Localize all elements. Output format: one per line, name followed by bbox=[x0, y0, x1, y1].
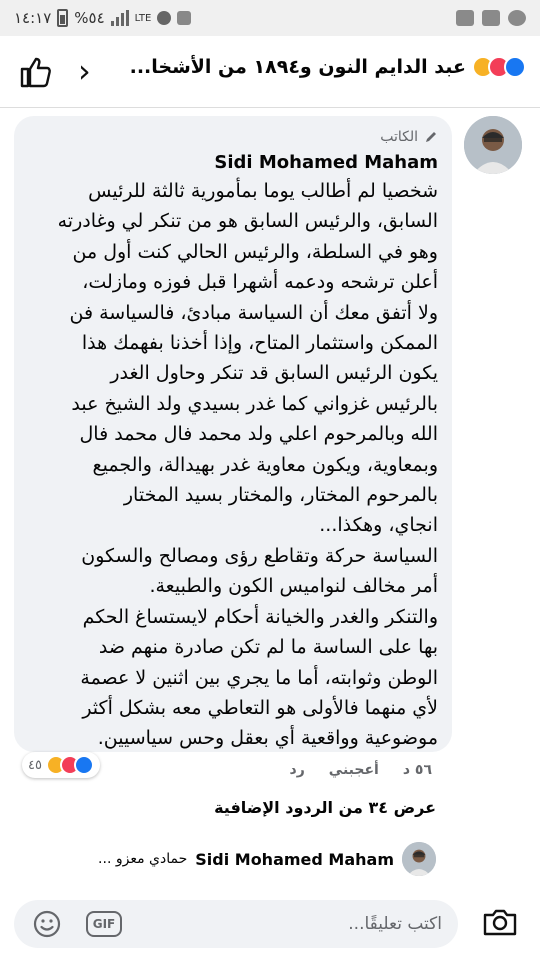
camera-icon[interactable] bbox=[482, 907, 518, 937]
comment-line: وبمعاوية، ويكون معاوية غدر بهيدالة، والجميع bbox=[92, 453, 438, 476]
header-title-group[interactable] bbox=[130, 56, 526, 78]
messenger-notification-icon bbox=[482, 10, 500, 26]
mute-icon bbox=[177, 11, 191, 25]
comment-reaction-icons bbox=[46, 755, 94, 775]
comment-author[interactable]: Sidi Mohamed Maham bbox=[214, 152, 438, 173]
like-reaction-icon bbox=[504, 56, 526, 78]
comment-line: الله وبالمرحوم اعلي ولد محمد فال محمد فال bbox=[79, 423, 438, 446]
avatar[interactable] bbox=[464, 116, 522, 174]
emoji-icon[interactable] bbox=[32, 909, 62, 939]
comment-line: شخصيا لم أطالب يوما بمأمورية ثالثة للرئيس bbox=[88, 180, 438, 202]
comment-line: السابق، والرئيس السابق هو من تنكر لي وغادرته bbox=[57, 210, 438, 233]
comment-input-container[interactable] bbox=[14, 900, 458, 948]
comment-line: لأي منهما فالأولى هو التعاطي معه بشكل أكثر bbox=[82, 696, 438, 719]
battery-icon bbox=[57, 9, 68, 27]
image-notification-icon bbox=[456, 10, 474, 26]
status-time: ١٤:١٧ bbox=[14, 9, 52, 27]
page-title: عبد الدايم النون و١٨٩٤ من الأشخا... bbox=[129, 56, 466, 78]
sync-icon bbox=[157, 11, 171, 25]
comment-line: الممكن واستثمار المتاح، وإذا أخذنا بفهمك هذا bbox=[81, 332, 438, 355]
comment-line: انجاي، وهكذا... bbox=[319, 514, 438, 537]
comment-line: أعلن ترشحه ودعمه أشهرا قبل فوزه ومازلت، bbox=[82, 271, 438, 294]
pen-icon bbox=[424, 130, 438, 144]
view-more-replies-link[interactable]: عرض ٣٤ من الردود الإضافية bbox=[214, 798, 436, 817]
reply-preview[interactable] bbox=[98, 842, 436, 876]
header-reactions bbox=[472, 56, 526, 78]
comment-composer bbox=[0, 890, 540, 960]
comment-line: الوطن وثوابته، أما ما يجري بين اثنين لا عصمة bbox=[80, 666, 438, 689]
status-bar bbox=[0, 0, 540, 36]
status-bar-left bbox=[14, 9, 191, 27]
avatar-image bbox=[464, 116, 522, 174]
comment-line: بالمرحوم المختار، والمختار بسيد المختار bbox=[123, 484, 438, 507]
comment-line: بها على الساسة ما لم تكن صادرة منهم ضد bbox=[98, 636, 438, 659]
reply-author: Sidi Mohamed Maham bbox=[195, 849, 394, 869]
comment-line: وهو في السلطة، والرئيس الحالي كنت أول من bbox=[72, 240, 438, 263]
gif-button[interactable]: GIF bbox=[86, 911, 122, 937]
battery-level: %٥٤ bbox=[74, 9, 105, 27]
status-bar-right bbox=[456, 10, 526, 26]
reaction-count: ٤٥ bbox=[28, 757, 42, 773]
post-header bbox=[0, 36, 540, 108]
whatsapp-notification-icon bbox=[508, 10, 526, 26]
like-reaction-icon bbox=[74, 755, 94, 775]
comment-line: يكون الرئيس السابق قد تنكر وحاول الغدر bbox=[110, 362, 438, 385]
network-type: LTE bbox=[134, 12, 152, 24]
comment-line: السياسة حركة وتقاطع رؤى ومصالح والسكون bbox=[81, 544, 438, 567]
comment-line: بالرئيس غزواني كما غدر بسيدي ولد الشيخ عبد bbox=[71, 392, 438, 415]
back-chevron-icon[interactable]: › bbox=[78, 52, 91, 90]
comment-time: ٥٦ د bbox=[402, 762, 432, 778]
reply-avatar bbox=[402, 842, 436, 876]
comment-reactions-pill[interactable] bbox=[22, 752, 100, 778]
comment-line: أمر مخالف لنواميس الكون والطبيعة. bbox=[149, 575, 438, 598]
author-badge bbox=[28, 126, 438, 148]
reply-avatar-image bbox=[402, 842, 436, 876]
comment-line: موضوعية وواقعية أي بعقل وحس سياسيين. bbox=[97, 727, 438, 750]
comment-bubble[interactable] bbox=[14, 116, 452, 752]
signal-icon bbox=[111, 10, 129, 26]
comment-line: والتنكر والغدر والخيانة أحكام لايستساغ الحكم bbox=[82, 605, 438, 628]
comment-input[interactable] bbox=[182, 900, 442, 948]
comment-line: ولا أتفق معك أن السياسة مبادئ، فالسياسة فن bbox=[69, 301, 438, 324]
reply-snippet: حمادي معزو ... bbox=[98, 851, 188, 867]
like-link[interactable]: أعجبني bbox=[328, 762, 379, 778]
thumbs-up-icon[interactable] bbox=[18, 54, 54, 90]
author-badge-label: الكاتب bbox=[380, 129, 418, 145]
reply-link[interactable]: رد bbox=[289, 762, 305, 778]
comment-actions bbox=[290, 762, 432, 778]
comment-text bbox=[28, 176, 438, 754]
